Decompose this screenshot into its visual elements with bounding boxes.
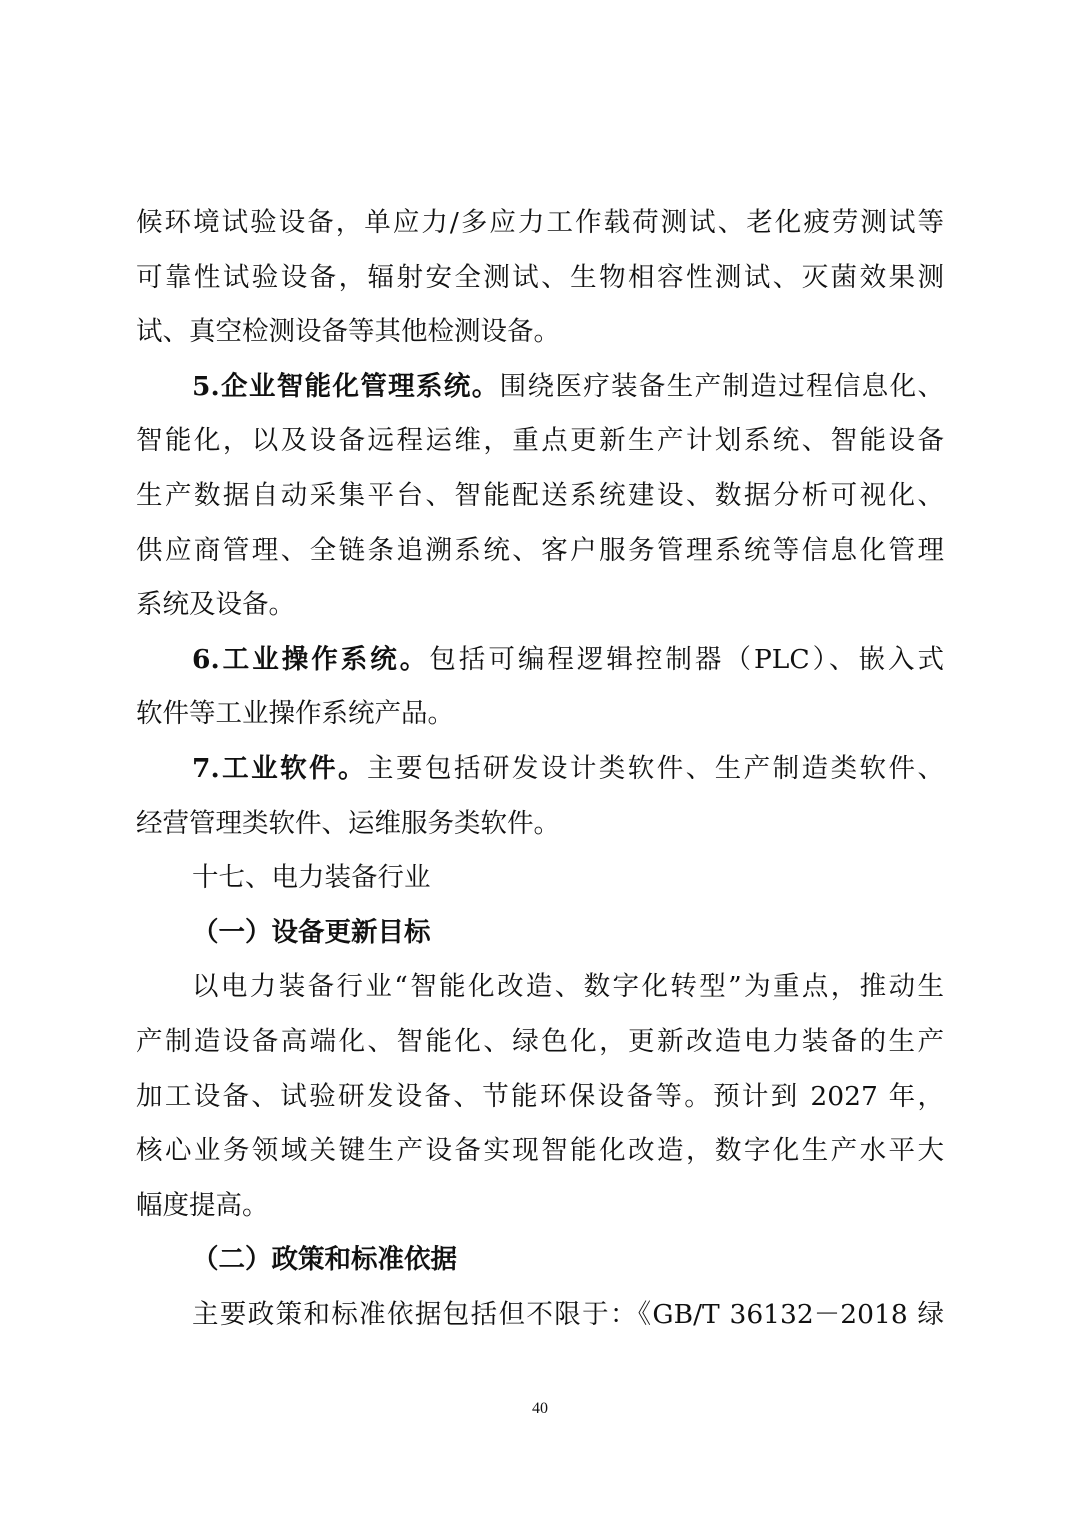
text-line: [136, 694, 944, 749]
text-line: [136, 804, 944, 859]
text-line: [136, 913, 944, 968]
text-line: [136, 585, 944, 640]
body-text: 经营管理类软件、运维服务类软件。: [136, 807, 560, 839]
document-body: [136, 203, 944, 1349]
text-line: [136, 1131, 944, 1186]
text-line: [136, 858, 944, 913]
bold-heading-text: 6.工业操作系统。: [192, 643, 430, 675]
body-text: 可靠性试验设备，辐射安全测试、生物相容性测试、灭菌效果测: [136, 261, 944, 293]
body-text: 智能化，以及设备远程运维，重点更新生产计划系统、智能设备: [136, 425, 944, 457]
bold-heading-text: （一）设备更新目标: [192, 916, 431, 948]
body-text: 候环境试验设备，单应力/多应力工作载荷测试、老化疲劳测试等: [136, 207, 944, 238]
text-line: [136, 421, 944, 476]
body-text: 围绕医疗装备生产制造过程信息化、: [499, 370, 945, 402]
text-line: [136, 1240, 944, 1295]
text-line: [136, 476, 944, 531]
body-text: 核心业务领域关键生产设备实现智能化改造，数字化生产水平大: [136, 1135, 944, 1167]
body-text: 生产数据自动采集平台、智能配送系统建设、数据分析可视化、: [136, 479, 944, 511]
text-line: [136, 258, 944, 313]
body-text: 系统及设备。: [136, 589, 295, 621]
body-text: 试、真空检测设备等其他检测设备。: [136, 316, 560, 348]
body-text: 幅度提高。: [136, 1189, 269, 1221]
text-line: [136, 367, 944, 422]
body-text: 供应商管理、全链条追溯系统、客户服务管理系统等信息化管理: [136, 534, 944, 566]
body-text: 包括可编程逻辑控制器（PLC）、嵌入式: [429, 643, 944, 675]
bold-heading-text: 7.工业软件。: [192, 752, 368, 784]
body-text: 加工设备、试验研发设备、节能环保设备等。预计到 2027 年，: [136, 1080, 944, 1112]
body-text: 以电力装备行业“智能化改造、数字化转型”为重点，推动生: [192, 971, 944, 1003]
body-text: 主要政策和标准依据包括但不限于：《GB/T 36132－2018 绿: [192, 1298, 944, 1330]
text-line: [136, 203, 944, 258]
text-line: [136, 531, 944, 586]
body-text: 主要包括研发设计类软件、生产制造类软件、: [367, 752, 945, 784]
text-line: [136, 640, 944, 695]
text-line: [136, 1295, 944, 1350]
bold-heading-text: （二）政策和标准依据: [192, 1244, 457, 1276]
text-line: [136, 1022, 944, 1077]
text-line: [136, 749, 944, 804]
text-line: [136, 1186, 944, 1241]
text-line: [136, 312, 944, 367]
body-text: 十七、电力装备行业: [192, 862, 431, 894]
page-number: 40: [532, 1400, 548, 1417]
body-text: 产制造设备高端化、智能化、绿色化，更新改造电力装备的生产: [136, 1025, 944, 1057]
body-text: 软件等工业操作系统产品。: [136, 698, 454, 730]
text-line: [136, 967, 944, 1022]
bold-heading-text: 5.企业智能化管理系统。: [192, 370, 500, 402]
text-line: [136, 1077, 944, 1132]
